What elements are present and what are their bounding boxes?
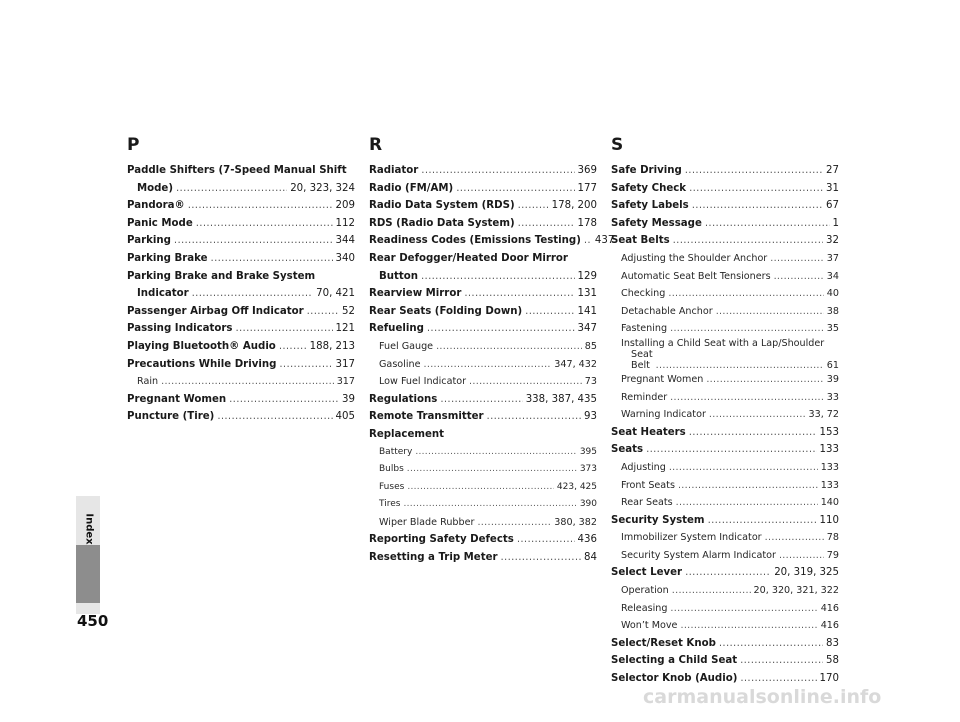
entry-title: Parking: [127, 235, 171, 247]
subentry-title: Releasing: [621, 602, 668, 614]
index-subentry[interactable]: [611, 320, 839, 338]
entry-pages: 34: [826, 270, 839, 282]
entry-pages: 140: [820, 497, 839, 509]
section-letter: R: [369, 135, 383, 155]
entry-pages: 32: [826, 235, 839, 247]
subentry-title: Automatic Seat Belt Tensioners: [621, 270, 771, 282]
entry-pages: 70, 421: [316, 288, 355, 300]
subentry-title: Checking: [621, 288, 666, 300]
entry-pages: 129: [577, 270, 597, 282]
subentry-title: Fuses: [379, 481, 405, 492]
entry-pages: 380, 382: [554, 516, 597, 528]
index-subentry[interactable]: [611, 459, 839, 477]
index-subentry[interactable]: [611, 547, 839, 565]
leader-dots: [685, 162, 823, 180]
entry-title: Panic Mode: [127, 217, 193, 229]
entry-pages: 369: [577, 165, 597, 176]
entry-pages: 20, 323, 324: [290, 182, 355, 194]
entry-pages: 373: [579, 464, 597, 475]
entry-pages: 73: [584, 376, 597, 388]
index-subentry[interactable]: [369, 338, 597, 356]
index-entry[interactable]: [611, 670, 839, 688]
entry-pages: 84: [584, 552, 597, 564]
leader-dots: [407, 479, 554, 497]
leader-dots: [709, 406, 806, 424]
entry-pages: 437: [594, 235, 615, 247]
entry-pages: 133: [819, 444, 839, 456]
index-subentry[interactable]: [611, 268, 839, 286]
entry-title: Readiness Codes (Emissions Testing): [369, 235, 581, 247]
leader-dots: [584, 232, 592, 250]
leader-dots: [706, 371, 823, 389]
entry-title: Radiator: [369, 165, 419, 176]
leader-dots: [192, 285, 313, 303]
leader-dots: [708, 512, 817, 530]
leader-dots: [774, 268, 824, 286]
entry-pages: 178, 200: [551, 200, 597, 212]
entry-pages: 177: [577, 182, 597, 194]
entry-pages: 61: [826, 359, 839, 371]
leader-dots: [680, 617, 817, 635]
index-entry[interactable]: [611, 564, 839, 582]
leader-dots: [670, 600, 817, 618]
subentry-title: Low Fuel Indicator: [379, 376, 467, 388]
index-subentry[interactable]: [611, 494, 839, 512]
subentry-title: Operation: [621, 585, 669, 597]
entry-list: [369, 162, 615, 567]
index-entry[interactable]: [611, 512, 839, 530]
index-entry[interactable]: [611, 441, 839, 459]
entry-title: Security System: [611, 514, 705, 526]
entry-pages: 347: [577, 323, 597, 335]
index-entry[interactable]: [369, 197, 597, 215]
index-subentry[interactable]: [611, 617, 839, 635]
index-subentry[interactable]: [369, 356, 597, 374]
entry-title: Resetting a Trip Meter: [369, 552, 498, 564]
index-subentry[interactable]: [611, 389, 839, 407]
entry-pages: 153: [819, 426, 839, 438]
leader-dots: [436, 338, 582, 356]
entry-title: Puncture (Tire): [127, 411, 215, 423]
entry-title: Paddle Shifters (7-Speed Manual Shift: [127, 165, 347, 176]
entry-pages: 52: [342, 305, 355, 317]
entry-title: Seats: [611, 444, 644, 456]
leader-dots: [456, 180, 574, 198]
entry-pages: 39: [342, 393, 355, 405]
leader-dots: [673, 232, 823, 250]
index-entry[interactable]: [611, 197, 839, 215]
entry-pages: 79: [826, 549, 839, 561]
leader-dots: [670, 389, 824, 407]
entry-title: Pregnant Women: [127, 393, 227, 405]
entry-title-continued: Indicator: [137, 288, 189, 300]
entry-title: Refueling: [369, 323, 424, 335]
entry-pages: 35: [826, 323, 839, 335]
index-entry[interactable]: [127, 391, 355, 409]
index-side-block: [76, 545, 100, 603]
subentry-title: Front Seats: [621, 479, 675, 491]
entry-continuation: [127, 285, 355, 303]
entry-pages: 141: [577, 305, 597, 317]
entry-title: Reporting Safety Defects: [369, 534, 514, 546]
entry-title: Radio (FM/AM): [369, 182, 454, 194]
index-subentry[interactable]: [127, 373, 355, 391]
index-entry[interactable]: [369, 408, 597, 426]
section-letter: S: [611, 135, 624, 155]
entry-pages: 78: [826, 532, 839, 544]
entry-title: Selector Knob (Audio): [611, 673, 738, 685]
entry-title: Replacement: [369, 428, 445, 440]
index-subentry[interactable]: [611, 406, 839, 424]
leader-dots: [719, 635, 823, 653]
entry-pages: 416: [820, 602, 839, 614]
entry-list: [611, 162, 839, 688]
leader-dots: [779, 547, 824, 565]
leader-dots: [716, 303, 824, 321]
leader-dots: [676, 494, 818, 512]
entry-pages: 338, 387, 435: [525, 393, 597, 405]
entry-pages: 39: [826, 373, 839, 385]
entry-title: Select/Reset Knob: [611, 637, 716, 649]
leader-dots: [421, 268, 575, 286]
leader-dots: [403, 496, 576, 514]
leader-dots: [692, 197, 823, 215]
index-subentry[interactable]: [611, 303, 839, 321]
subentry-title: Wiper Blade Rubber: [379, 516, 475, 528]
index-subentry[interactable]: [369, 479, 597, 497]
entry-pages: 423, 425: [556, 481, 597, 492]
index-entry[interactable]: [611, 635, 839, 653]
entry-title: Playing Bluetooth® Audio: [127, 340, 276, 352]
index-entry[interactable]: [369, 303, 597, 321]
index-entry[interactable]: [127, 197, 355, 215]
entry-pages: 37: [826, 252, 839, 264]
entry-pages: 38: [826, 305, 839, 317]
subentry-title: Detachable Anchor: [621, 305, 713, 317]
entry-pages: 67: [826, 200, 839, 212]
entry-continuation: [127, 180, 355, 198]
index-entry[interactable]: [127, 408, 355, 426]
index-entry[interactable]: [611, 652, 839, 670]
index-entry[interactable]: [369, 180, 597, 198]
leader-dots: [211, 250, 333, 268]
index-subentry[interactable]: [611, 600, 839, 618]
index-subentry[interactable]: [611, 250, 839, 268]
leader-dots: [740, 652, 823, 670]
entry-title: Rear Defogger/Heated Door Mirror: [369, 252, 568, 264]
index-entry[interactable]: [369, 215, 597, 233]
entry-title: Selecting a Child Seat: [611, 655, 738, 667]
leader-dots: [525, 303, 574, 321]
entry-pages: 83: [826, 637, 839, 649]
entry-title: Regulations: [369, 393, 438, 405]
index-entry[interactable]: [127, 232, 355, 250]
entry-title: Rearview Mirror: [369, 288, 462, 300]
entry-pages: 133: [820, 479, 839, 491]
index-entry[interactable]: [369, 391, 597, 409]
index-column-r: [369, 135, 615, 567]
entry-pages: 131: [577, 288, 597, 300]
leader-dots: [487, 408, 582, 426]
leader-dots: [740, 670, 816, 688]
leader-dots: [518, 197, 549, 215]
subentry-title: Adjusting the Shoulder Anchor: [621, 252, 768, 264]
index-subentry[interactable]: [611, 338, 839, 371]
page-number: 450: [77, 612, 109, 630]
index-entry[interactable]: [369, 531, 597, 549]
index-entry[interactable]: [611, 162, 839, 180]
subentry-title: Battery: [379, 446, 413, 457]
entry-pages: 112: [335, 217, 355, 229]
index-entry[interactable]: [127, 356, 355, 374]
entry-title: Parking Brake and Brake System: [127, 270, 316, 282]
leader-dots: [469, 373, 582, 391]
leader-dots: [517, 531, 575, 549]
entry-title-continued: Button: [379, 270, 419, 282]
subentry-title: Reminder: [621, 391, 668, 403]
subentry-title: Fuel Gauge: [379, 340, 434, 352]
index-entry[interactable]: [127, 215, 355, 233]
entry-pages: 33: [826, 391, 839, 403]
index-tab-label: Index: [83, 513, 95, 545]
subentry-title: Rain: [137, 376, 159, 388]
entry-pages: 27: [826, 165, 839, 176]
index-entry[interactable]: [127, 162, 355, 197]
leader-dots: [770, 250, 824, 268]
entry-title: Pandora®: [127, 200, 185, 212]
index-entry[interactable]: [369, 232, 615, 250]
index-entry[interactable]: [369, 320, 597, 338]
subentry-title: Tires: [379, 499, 401, 510]
entry-title: Safety Check: [611, 182, 687, 194]
subentry-title: Warning Indicator: [621, 409, 706, 421]
index-entry[interactable]: [127, 303, 355, 321]
entry-title: Safety Labels: [611, 200, 689, 212]
entry-pages: 395: [579, 446, 597, 457]
index-entry[interactable]: [611, 232, 839, 250]
entry-pages: 340: [335, 252, 355, 264]
index-subentry[interactable]: [611, 477, 839, 495]
index-entry[interactable]: [127, 268, 355, 303]
leader-dots: [670, 320, 824, 338]
entry-pages: 344: [335, 235, 355, 247]
entry-title: Select Lever: [611, 567, 683, 579]
index-entry[interactable]: [611, 215, 839, 233]
subentry-title-continued: Seat Belt: [631, 348, 653, 371]
subentry-title: Bulbs: [379, 464, 404, 475]
entry-pages: 133: [820, 461, 839, 473]
index-subentry[interactable]: [369, 514, 597, 532]
entry-title-continued: Mode): [137, 182, 173, 194]
index-column-p: [127, 136, 355, 426]
leader-dots: [678, 477, 818, 495]
subentry-title: Rear Seats: [621, 497, 673, 509]
leader-dots: [279, 338, 307, 356]
entry-pages: 110: [819, 514, 839, 526]
subentry-title: Gasoline: [379, 358, 421, 370]
index-entry[interactable]: [369, 549, 597, 567]
leader-dots: [685, 564, 771, 582]
entry-title: RDS (Radio Data System): [369, 217, 515, 229]
leader-dots: [176, 180, 287, 198]
entry-pages: 85: [584, 340, 597, 352]
leader-dots: [188, 197, 333, 215]
entry-title: Seat Belts: [611, 235, 670, 247]
entry-pages: 33, 72: [808, 409, 839, 421]
entry-pages: 347, 432: [554, 358, 597, 370]
entry-continuation: [369, 268, 597, 286]
entry-pages: 20, 320, 321, 322: [753, 585, 839, 597]
entry-pages: 40: [826, 288, 839, 300]
leader-dots: [427, 320, 575, 338]
leader-dots: [424, 356, 552, 374]
entry-pages: 31: [826, 182, 839, 194]
leader-dots: [415, 444, 577, 462]
index-entry[interactable]: [369, 285, 597, 303]
leader-dots: [307, 303, 339, 321]
leader-dots: [669, 459, 818, 477]
entry-pages: 178: [577, 217, 597, 229]
index-column-s: [611, 136, 839, 688]
index-entry[interactable]: [127, 338, 355, 356]
leader-dots: [705, 215, 830, 233]
leader-dots: [672, 582, 751, 600]
leader-dots: [196, 215, 333, 233]
entry-pages: 121: [335, 323, 355, 335]
entry-title: Seat Heaters: [611, 426, 686, 438]
subentry-title: Installing a Child Seat with a Lap/Shoulder: [621, 337, 825, 349]
index-subentry[interactable]: [611, 582, 839, 600]
leader-dots: [161, 373, 334, 391]
leader-dots: [440, 391, 522, 409]
index-subentry[interactable]: [611, 285, 839, 303]
index-entry[interactable]: [369, 426, 597, 444]
watermark: carmanualsonline.info: [643, 686, 882, 708]
leader-dots: [421, 162, 574, 180]
entry-pages: 209: [335, 200, 355, 212]
index-subentry[interactable]: [369, 373, 597, 391]
entry-pages: 390: [579, 499, 597, 510]
leader-dots: [235, 320, 332, 338]
leader-dots: [656, 360, 824, 371]
entry-pages: 93: [584, 411, 597, 423]
leader-dots: [464, 285, 574, 303]
index-subentry[interactable]: [369, 496, 597, 514]
leader-dots: [668, 285, 823, 303]
entry-pages: 1: [832, 217, 839, 229]
subentry-title: Immobilizer System Indicator: [621, 532, 762, 544]
entry-title: Safety Message: [611, 217, 702, 229]
index-subentry[interactable]: [611, 529, 839, 547]
entry-title: Remote Transmitter: [369, 411, 484, 423]
entry-pages: 58: [826, 655, 839, 667]
section-letter: P: [127, 135, 140, 155]
entry-pages: 317: [335, 358, 355, 370]
leader-dots: [229, 391, 339, 409]
leader-dots: [765, 529, 824, 547]
leader-dots: [217, 408, 332, 426]
index-entry[interactable]: [127, 250, 355, 268]
leader-dots: [646, 441, 816, 459]
leader-dots: [689, 424, 817, 442]
entry-title: Rear Seats (Folding Down): [369, 305, 523, 317]
leader-dots: [174, 232, 333, 250]
leader-dots: [477, 514, 551, 532]
entry-title: Passenger Airbag Off Indicator: [127, 305, 304, 317]
index-subentry[interactable]: [369, 444, 597, 462]
leader-dots: [689, 180, 823, 198]
index-subentry[interactable]: [611, 371, 839, 389]
entry-pages: 436: [577, 534, 597, 546]
index-entry[interactable]: [611, 180, 839, 198]
entry-title: Precautions While Driving: [127, 358, 277, 370]
entry-pages: 405: [335, 411, 355, 423]
subentry-title: Security System Alarm Indicator: [621, 549, 776, 561]
index-subentry[interactable]: [369, 461, 597, 479]
entry-title: Safe Driving: [611, 165, 682, 176]
leader-dots: [501, 549, 582, 567]
index-entry[interactable]: [611, 424, 839, 442]
entry-pages: 170: [819, 673, 839, 685]
leader-dots: [407, 461, 577, 479]
entry-pages: 188, 213: [309, 340, 355, 352]
index-entry[interactable]: [369, 250, 597, 285]
subentry-continuation: [621, 349, 839, 371]
subentry-title: Pregnant Women: [621, 373, 704, 385]
entry-pages: 317: [336, 376, 355, 388]
subentry-title: Adjusting: [621, 461, 666, 473]
entry-pages: 416: [820, 620, 839, 632]
entry-title: Passing Indicators: [127, 323, 233, 335]
subentry-title: Fastening: [621, 323, 668, 335]
entry-title: Radio Data System (RDS): [369, 200, 515, 212]
entry-list: [127, 162, 355, 426]
index-entry[interactable]: [369, 162, 597, 180]
entry-title: Parking Brake: [127, 252, 208, 264]
leader-dots: [518, 215, 575, 233]
entry-pages: 20, 319, 325: [774, 567, 839, 579]
subentry-title: Won’t Move: [621, 620, 678, 632]
index-entry[interactable]: [127, 320, 355, 338]
leader-dots: [279, 356, 332, 374]
